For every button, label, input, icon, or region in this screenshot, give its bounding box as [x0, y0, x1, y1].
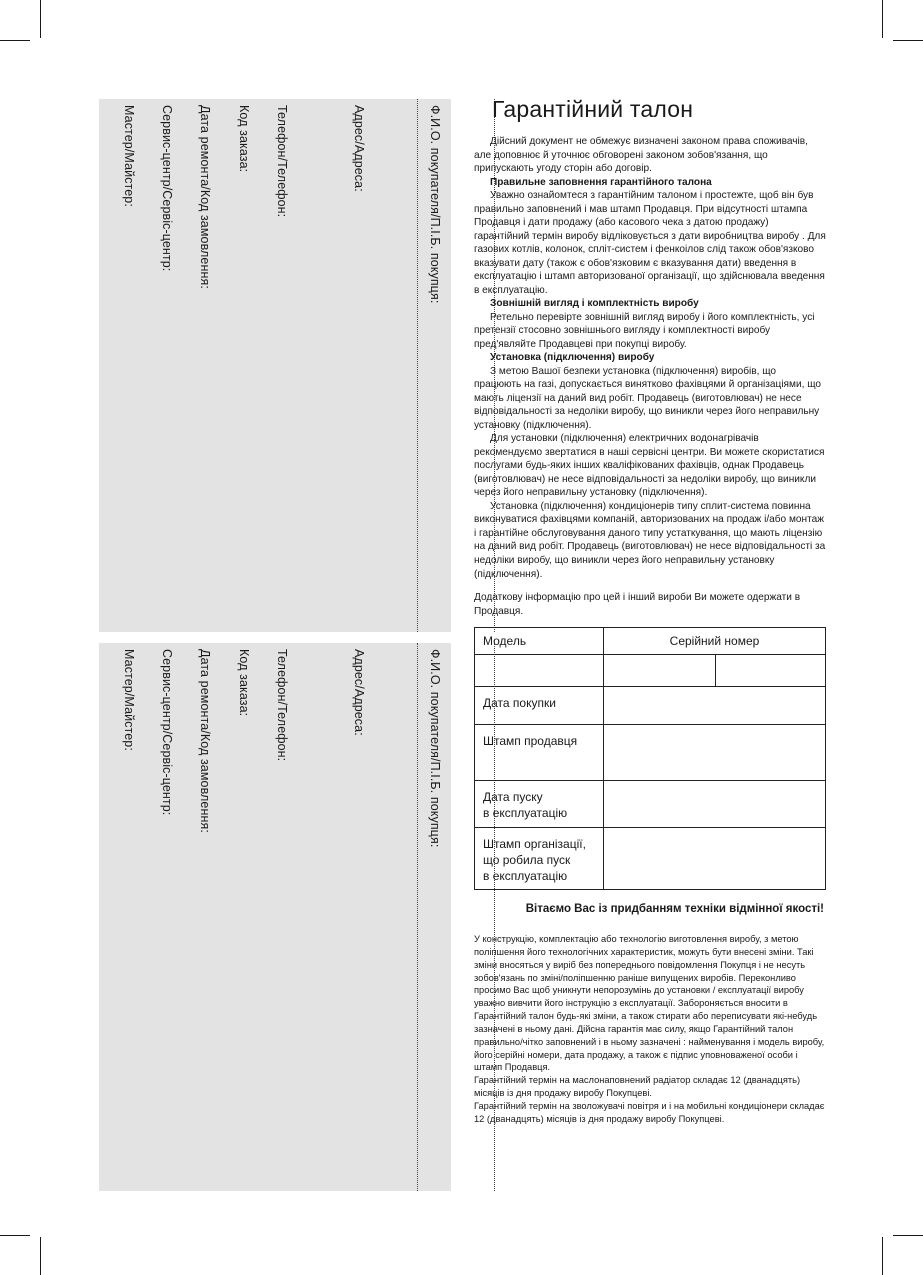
- start-date-cell[interactable]: [604, 781, 826, 827]
- field-service-center: [160, 643, 178, 1191]
- intro-paragraph: Дійсний документ не обмежує визначені законом права споживачів, але доповнює й уточнює обговорені законом зобов'язання, що припускають угоду сторін або договір.: [474, 136, 808, 175]
- table-row: [475, 628, 826, 655]
- model-label: Модель: [475, 628, 604, 655]
- field-service-center: [160, 99, 178, 632]
- field-label: Ф.И.О. покупателя/П.І.Б. покупця:: [428, 649, 442, 848]
- field-label: Телефон/Телефон:: [275, 105, 289, 218]
- org-stamp-label: [475, 827, 604, 890]
- seller-stamp-cell[interactable]: [604, 725, 826, 781]
- field-order-code: [237, 643, 255, 1191]
- purchase-date-label: Дата покупки: [475, 687, 604, 725]
- crop-mark: [893, 1235, 923, 1236]
- crop-mark: [893, 40, 923, 41]
- section-paragraph: Уважно ознайомтеся з гарантійним талоном і простежте, щоб він був правильно заповнений і мав штамп Продавця. При відсутності штампа Продавця і дати продажу (або касового чека з датою продажу) гарантійний термін виробу відліковується з дати виробництва виробу . Для газових котлів, колонок, спліт-систем і фенкоілов слід також обов'язково вказувати дату (також є обов'язковим є вказування дати) введення в експлуатацію і штамп авторизованої організації, що здійснювала введення в експлуатацію.: [474, 190, 826, 296]
- start-date-label: [475, 781, 604, 827]
- org-stamp-label-line: Штамп організації,: [483, 836, 586, 851]
- fill-line: [417, 99, 418, 632]
- tear-off-coupon-top: [99, 99, 451, 632]
- section-paragraph: Для установки (підключення) електричних водонагрівачів рекомендуємо звертатися в наші сервісні центри. Ви можете скористатися послугами будь-яких інших кваліфікованих фахівців, однак Продавець (виготовлювач) не несе відповідальності за недоліки виробу, що виникли через його неправильну установку (підключення).: [474, 433, 825, 499]
- additional-info: Додаткову інформацію про цей і інший вироби Ви можете одержати в Продавця.: [474, 592, 801, 617]
- section-paragraph: Установка (підключення) кондиціонерів типу сплит-система повинна виконуватися фахівцями компаній, авторизованих на продаж і/або монтаж і гарантійне обслуговування даного типу устаткування, що мають ліцензію на даний вид робіт. Продавець (виготовлювач) не несе відповідальності за недоліки виробу, що виникли через його неправильну установку (підключення).: [474, 500, 826, 580]
- field-label: Дата ремонта/Код замовлення:: [198, 105, 212, 289]
- field-customer-name: [428, 99, 446, 632]
- welcome-message: Вітаємо Вас із придбанням техніки відмінної якості!: [525, 903, 824, 916]
- field-phone: [275, 643, 293, 1191]
- crop-mark: [40, 0, 41, 38]
- section-paragraph: З метою Вашої безпеки установка (підключення) виробів, що працюють на газі, допускається винятково фахівцями й організаціями, що мають ліцензії на даний вид робіт. Продавець (виготовлювач) не несе відповідальності за недоліки виробу, що виникли через його неправильну установку (підключення).: [474, 365, 822, 431]
- table-row: [475, 655, 826, 687]
- org-stamp-label-line: що робила пуск: [483, 852, 571, 867]
- purchase-date-cell[interactable]: [604, 687, 826, 725]
- field-master: [122, 643, 140, 1191]
- start-date-label-line: в експлуатацію: [483, 806, 568, 821]
- fill-line: [417, 643, 418, 1191]
- warranty-table: [474, 627, 826, 890]
- document-body: [474, 135, 826, 618]
- section-heading: Зовнішній вигляд і комплектність виробу: [490, 298, 699, 310]
- seller-stamp-label: Штамп продавця: [475, 725, 604, 781]
- crop-mark: [0, 40, 30, 41]
- field-order-code: [237, 99, 255, 632]
- table-row: [475, 781, 826, 827]
- field-label: Сервис-центр/Сервіс-центр:: [160, 105, 174, 272]
- org-stamp-cell[interactable]: [604, 827, 826, 890]
- field-label: Ф.И.О. покупателя/П.І.Б. покупця:: [428, 105, 442, 304]
- field-repair-date: [198, 643, 216, 1191]
- serial-label: Серійний номер: [604, 628, 826, 655]
- serial-value-cell[interactable]: [604, 655, 716, 687]
- field-label: Адрес/Адреса:: [352, 105, 366, 192]
- field-address: [352, 99, 370, 632]
- fine-print-paragraph: У конструкцію, комплектацію або технологію виготовлення виробу, з метою поліпшення його технологічних характеристик, можуть бути внесені зміни. Такі зміни вносяться у виріб без попереднього повідомлення Покупця і не несуть зобов'язань по зміні/поліпшенню раніше випущених виробів. Переконливо просимо Вас щоб уникнути непорозумінь до установки / експлуатації виробу уважно вивчити його інструкцію з експлуатації. Забороняється вносити в Гарантійний талон будь-які зміни, а також стирати або переписувати які-небудь зазначені в ньому дані. Дійсна гарантія має силу, якщо Гарантійний талон правильно/чітко заповнений і в ньому зазначені : найменування і модель виробу, його серійні номери, дата продажу, а також є підпис уповноваженої особи і штамп Продавця.: [474, 934, 825, 1073]
- section-heading: Правильне заповнення гарантійного талона: [490, 176, 712, 188]
- crop-mark: [882, 0, 883, 38]
- section-paragraph: Ретельно перевірте зовнішній вигляд виробу і його комплектність, усі претензії стосовно зовнішнього вигляду і комплектності виробу пред'являйте Продавцеві при покупці виробу.: [474, 311, 815, 350]
- crop-mark: [0, 1235, 30, 1236]
- document-title: Гарантійний талон: [492, 96, 694, 122]
- field-repair-date: [198, 99, 216, 632]
- section-heading: Установка (підключення) виробу: [490, 352, 655, 364]
- field-label: Код заказа:: [237, 649, 251, 717]
- table-row: [475, 687, 826, 725]
- table-row: [475, 827, 826, 890]
- crop-mark: [882, 1237, 883, 1275]
- serial-value-cell[interactable]: [716, 655, 826, 687]
- field-label: Мастер/Майстер:: [122, 649, 136, 751]
- field-address: [352, 643, 370, 1191]
- field-label: Мастер/Майстер:: [122, 105, 136, 207]
- field-label: Сервис-центр/Сервіс-центр:: [160, 649, 174, 816]
- guarantee-document: [474, 96, 826, 1126]
- fine-print-paragraph: Гарантійний термін на зволожувачі повітря и і на мобильні кондиціонери складає 12 (дванадцять) місяців із дня продажу виробу Покупцеві.: [474, 1100, 825, 1124]
- tear-off-coupon-bottom: [99, 643, 451, 1191]
- model-value-cell[interactable]: [475, 655, 604, 687]
- start-date-label-line: Дата пуску: [483, 790, 543, 805]
- field-label: Дата ремонта/Код замовлення:: [198, 649, 212, 833]
- field-label: Телефон/Телефон:: [275, 649, 289, 762]
- org-stamp-label-line: в експлуатацію: [483, 868, 568, 883]
- table-row: [475, 725, 826, 781]
- field-customer-name: [428, 643, 446, 1191]
- fine-print: [474, 933, 826, 1125]
- field-label: Адрес/Адреса:: [352, 649, 366, 736]
- field-label: Код заказа:: [237, 105, 251, 173]
- field-phone: [275, 99, 293, 632]
- crop-mark: [40, 1237, 41, 1275]
- field-master: [122, 99, 140, 632]
- fine-print-paragraph: Гарантійний термін на маслонаповнений радіатор складає 12 (дванадцять) місяців із дня продажу виробу Покупцеві.: [474, 1075, 801, 1099]
